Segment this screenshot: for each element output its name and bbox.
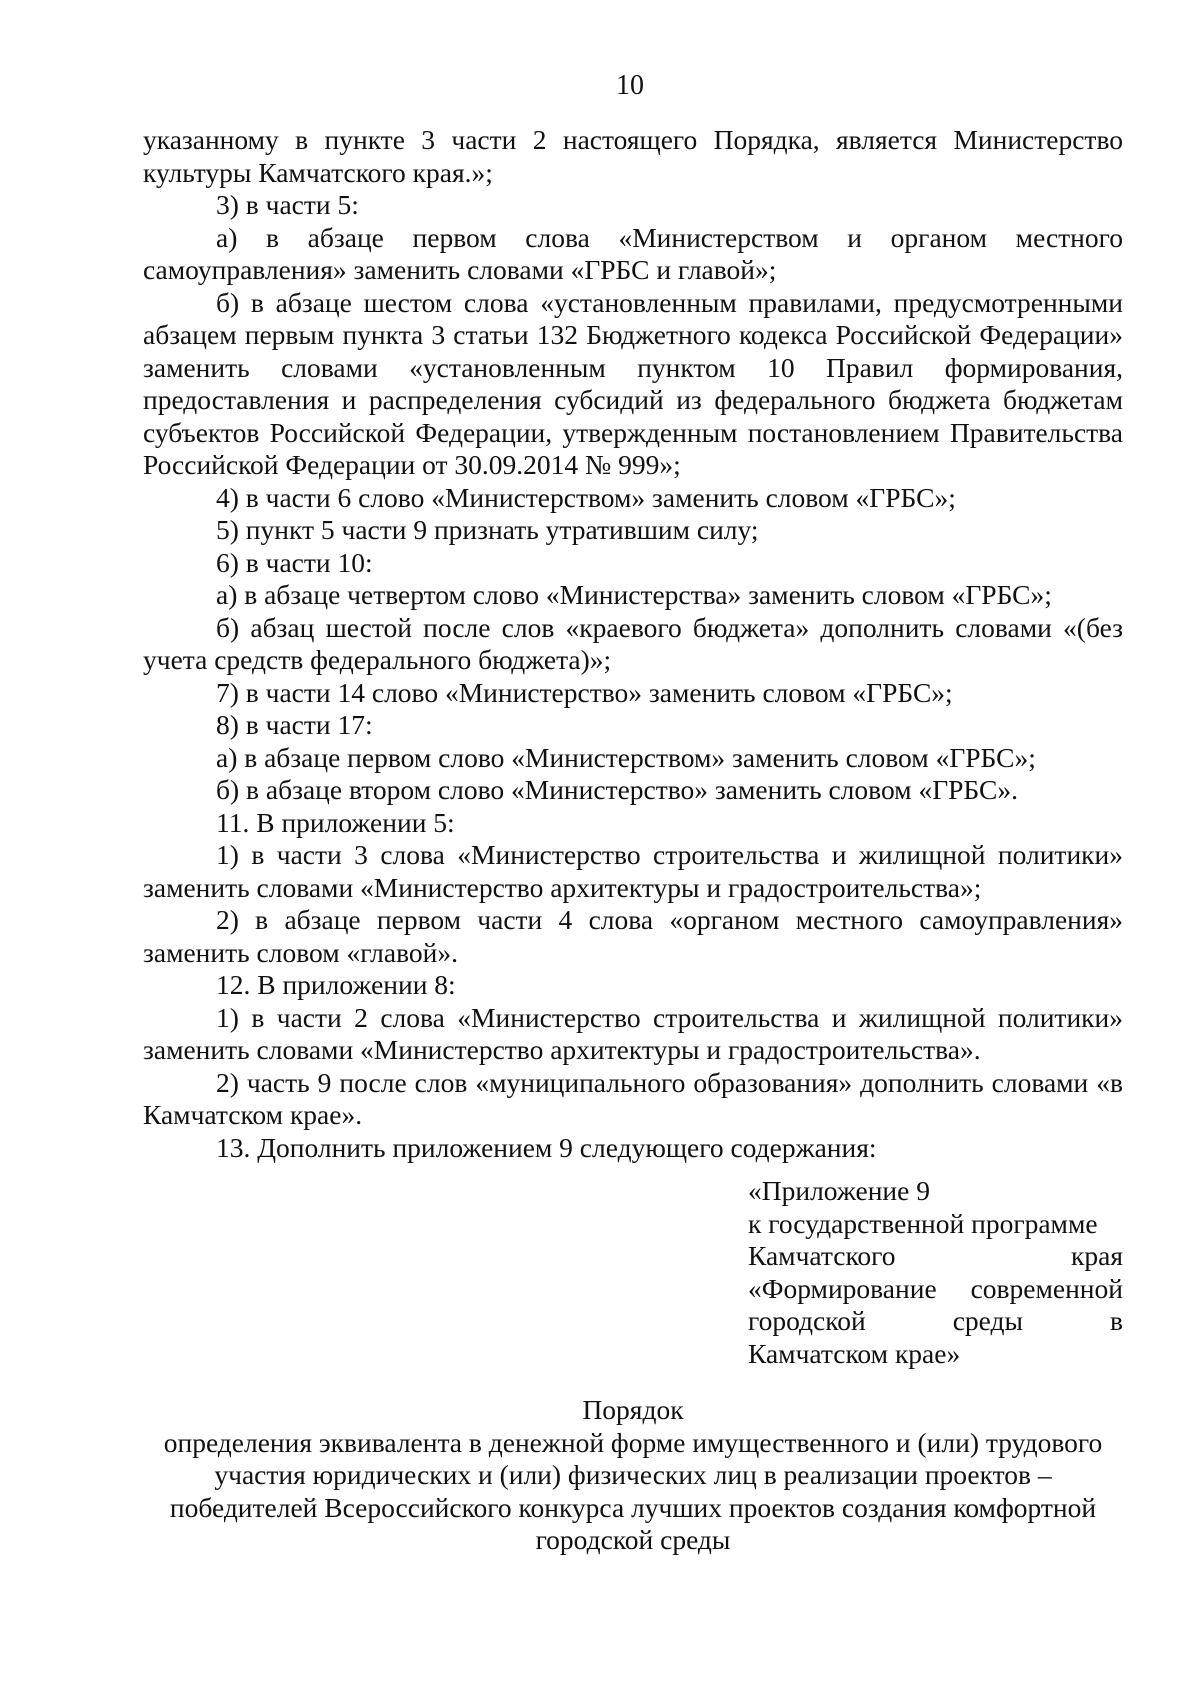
paragraph: 13. Дополнить приложением 9 следующего содержания:	[216, 1131, 877, 1163]
paragraph: б) абзац шестой после слов «краевого бюджета» дополнить словами «(без учета средств федерального бюджета)»;	[143, 611, 1123, 675]
paragraph: 1) в части 3 слова «Министерство строительства и жилищной политики» заменить словами «Министерство архитектуры и градостроительства»;	[143, 839, 1123, 903]
appendix-header-line: Камчатского края	[748, 1240, 1123, 1271]
paragraph: 2) в абзаце первом части 4 слова «органом местного самоуправления» заменить словом «главой».	[143, 904, 1123, 968]
paragraph: 4) в части 6 слово «Министерством» заменить словом «ГРБС»;	[216, 481, 956, 513]
appendix-header-line: городской среды в	[748, 1305, 1123, 1336]
paragraph: а) в абзаце первом слова «Министерством и органом местного самоуправления» заменить словами «ГРБС и главой»;	[143, 221, 1123, 285]
paragraph: а) в абзаце четвертом слово «Министерства» заменить словом «ГРБС»;	[216, 579, 1052, 610]
appendix-header-line: «Приложение 9	[748, 1175, 930, 1206]
title-line: городской среды	[535, 1524, 731, 1555]
title-line: победителей Всероссийского конкурса лучших проектов создания комфортной	[169, 1491, 1097, 1523]
paragraph: 6) в части 10:	[216, 546, 373, 578]
appendix-header-line: к государственной программе	[748, 1207, 1098, 1239]
document-title	[143, 1394, 1123, 1557]
title-line: определения эквивалента в денежной форме имущественного и (или) трудового	[163, 1426, 1103, 1458]
title-line: участия юридических и (или) физических лиц в реализации проектов –	[214, 1459, 1052, 1490]
paragraph: 5) пункт 5 части 9 признать утратившим силу;	[216, 514, 759, 545]
paragraph: 7) в части 14 слово «Министерство» заменить словом «ГРБС»;	[216, 676, 953, 708]
paragraph: 1) в части 2 слова «Министерство строительства и жилищной политики» заменить словами «Министерство архитектуры и градостроительства».	[143, 1001, 1123, 1065]
appendix-header	[748, 1175, 1123, 1370]
title-heading: Порядок	[582, 1394, 684, 1425]
paragraph: указанному в пункте 3 части 2 настоящего Порядка, является Министерство культуры Камчатского края.»;	[143, 124, 1123, 188]
paragraph: 2) часть 9 после слов «муниципального образования» дополнить словами «в Камчатском крае».	[143, 1066, 1123, 1130]
body-text	[143, 124, 1123, 1164]
paragraph: 12. В приложении 8:	[216, 969, 456, 1000]
paragraph: а) в абзаце первом слово «Министерством» заменить словом «ГРБС»;	[216, 741, 1036, 773]
appendix-header-line: Камчатском крае»	[748, 1337, 961, 1369]
paragraph: б) в абзаце шестом слова «установленным правилами, предусмотренными абзацем первым пункта 3 статьи 132 Бюджетного кодекса Российской Федерации» заменить словами «установленным пунктом 10 Правил формирования, предоставления и распределения субсидий из федерального бюджета бюджетам субъектов Российской Федерации, утвержденным постановлением Правительства Российской Федерации от 30.09.2014 № 999»;	[143, 286, 1123, 480]
paragraph: б) в абзаце втором слово «Министерство» заменить словом «ГРБС».	[216, 774, 1018, 805]
paragraph: 3) в части 5:	[216, 189, 359, 220]
paragraph: 8) в части 17:	[216, 709, 373, 740]
paragraph: 11. В приложении 5:	[216, 806, 455, 838]
page-number: 10	[616, 70, 644, 101]
appendix-header-line: «Формирование современной	[748, 1272, 1123, 1304]
